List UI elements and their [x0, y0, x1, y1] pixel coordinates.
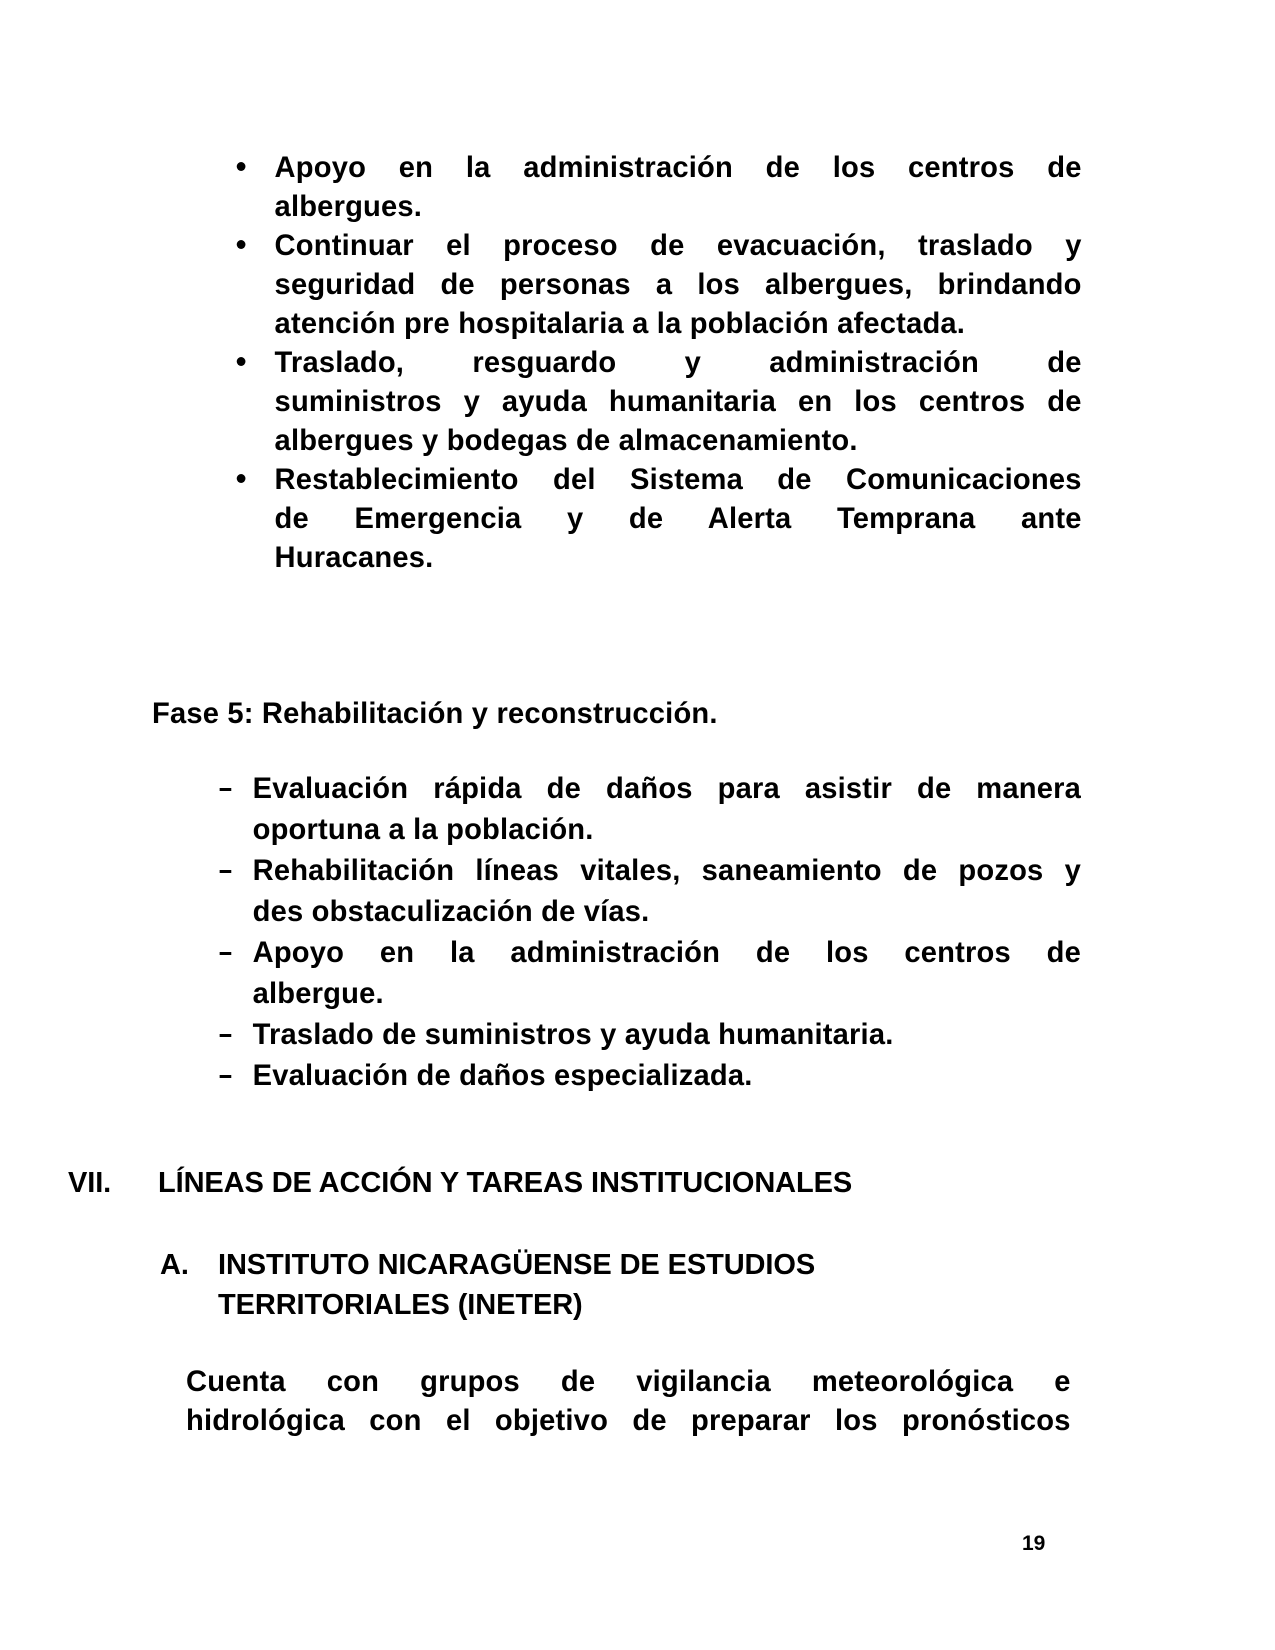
list-item-line: des obstaculización de vías.	[252, 895, 650, 928]
list-item-line: albergue.	[252, 977, 384, 1010]
list-item-line: Evaluación rápida de daños para asistir de manera	[252, 772, 1081, 805]
paragraph-line: Cuenta con grupos de vigilancia meteorológica e	[186, 1365, 1071, 1398]
list-item-line: Continuar el proceso de evacuación, traslado y	[274, 229, 1082, 262]
list-item	[208, 1055, 1081, 1096]
bullet-dash-icon	[220, 1075, 232, 1078]
bullet-dash-icon	[220, 952, 232, 955]
subsection-title-line: INSTITUTO NICARAGÜENSE DE ESTUDIOS	[218, 1249, 816, 1281]
list-item	[208, 850, 1081, 932]
section-number: VII.	[68, 1167, 112, 1199]
phase-heading: Fase 5: Rehabilitación y reconstrucción.	[152, 697, 718, 730]
bullet-dash-icon	[220, 788, 232, 791]
list-item-line: Rehabilitación líneas vitales, saneamiento de pozos y	[252, 854, 1081, 887]
list-item-line: Traslado, resguardo y administración de	[274, 346, 1082, 379]
list-item-line: Huracanes.	[274, 541, 434, 574]
section-heading-a	[160, 1245, 1140, 1325]
list-item-line: Apoyo en la administración de los centros de	[252, 936, 1081, 969]
list-item-line: suministros y ayuda humanitaria en los centros de	[274, 385, 1082, 418]
section-title: LÍNEAS DE ACCIÓN Y TAREAS INSTITUCIONALES	[158, 1167, 853, 1199]
list-item	[228, 460, 1082, 577]
list-item-line: oportuna a la población.	[252, 813, 594, 846]
body-paragraph-cuenta	[186, 1362, 1071, 1440]
paragraph-line: hidrológica con el objetivo de preparar los pronósticos	[186, 1404, 1071, 1437]
subsection-title	[218, 1245, 1018, 1325]
list-item-line: Apoyo en la administración de los centros de	[274, 151, 1082, 184]
list-item-line: seguridad de personas a los albergues, brindando	[274, 268, 1082, 301]
subsection-number: A.	[160, 1249, 189, 1281]
list-item	[208, 1014, 1081, 1055]
bullet-list-fase4-tasks	[228, 148, 1108, 577]
bullet-dot-icon	[237, 240, 246, 249]
list-item	[228, 343, 1082, 460]
bullet-dot-icon	[237, 357, 246, 366]
list-item-line: Restablecimiento del Sistema de Comunicaciones	[274, 463, 1082, 496]
list-item-line: Evaluación de daños especializada.	[252, 1059, 753, 1092]
list-item-line: albergues.	[274, 190, 423, 223]
list-item	[228, 226, 1082, 343]
list-item-line: Traslado de suministros y ayuda humanitaria.	[252, 1018, 894, 1051]
list-item-line: de Emergencia y de Alerta Temprana ante	[274, 502, 1082, 535]
list-item	[208, 932, 1081, 1014]
bullet-dot-icon	[237, 162, 246, 171]
bullet-dash-icon	[220, 870, 232, 873]
page-number: 19	[1022, 1532, 1046, 1555]
list-item-line: albergues y bodegas de almacenamiento.	[274, 424, 858, 457]
list-item	[228, 148, 1082, 226]
bullet-dash-icon	[220, 1034, 232, 1037]
section-heading-vii	[68, 1163, 1118, 1203]
subsection-title-line: TERRITORIALES (INETER)	[218, 1289, 583, 1321]
bullet-dot-icon	[237, 474, 246, 483]
list-item-line: atención pre hospitalaria a la población afectada.	[274, 307, 966, 340]
bullet-list-fase5-tasks	[208, 768, 1108, 1096]
list-item	[208, 768, 1081, 850]
